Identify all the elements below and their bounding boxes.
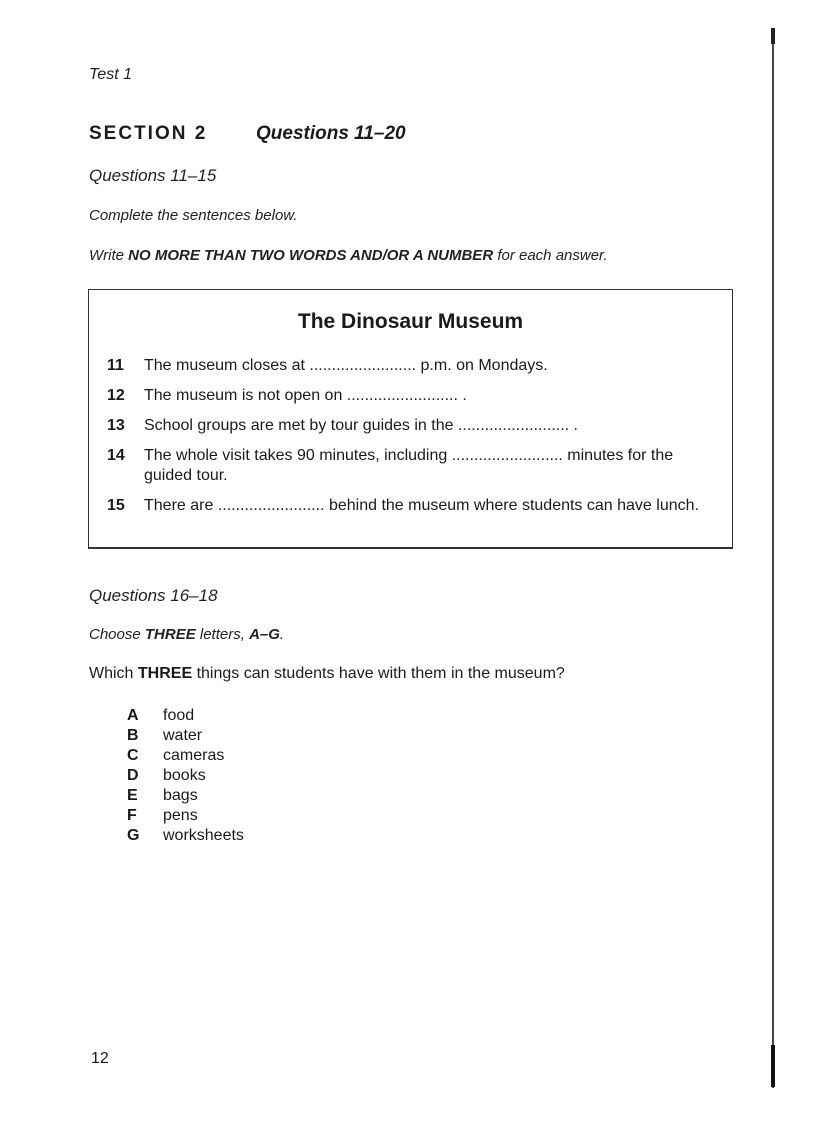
question-number: 15 — [107, 497, 125, 514]
page-edge-mark-top — [771, 28, 775, 44]
word-limit-bold: NO MORE THAN TWO WORDS AND/OR A NUMBER — [128, 247, 494, 264]
sentence-text: There are ........................ behind the museum where students can have lunch. — [144, 497, 699, 514]
page-number: 12 — [91, 1050, 109, 1067]
choose-prefix: Choose — [89, 626, 145, 643]
option-letter: B — [127, 727, 139, 744]
section-questions-range: Questions 11–20 — [256, 123, 406, 144]
choose-bold-range: A–G — [249, 626, 280, 643]
question-prompt — [89, 665, 565, 683]
questions-range-11-15: Questions 11–15 — [89, 166, 217, 185]
section-title: SECTION 2 — [89, 123, 208, 144]
instruction-choose — [89, 626, 284, 643]
page-edge-line — [772, 28, 774, 1088]
option-label: pens — [163, 807, 198, 824]
option-label: books — [163, 767, 206, 784]
word-limit-prefix: Write — [89, 247, 129, 264]
question-number: 12 — [107, 387, 125, 404]
option-letter: C — [127, 747, 139, 764]
sentence-text: The museum closes at ........................ p.m. on Mondays. — [144, 357, 548, 374]
box-title: The Dinosaur Museum — [297, 310, 524, 333]
option-label: food — [163, 707, 195, 724]
choose-mid: letters, — [195, 626, 250, 643]
word-limit-suffix: for each answer. — [493, 247, 608, 264]
page-edge-mark-bottom — [771, 1045, 775, 1087]
questions-range-16-18: Questions 16–18 — [89, 586, 218, 605]
option-letter: G — [127, 827, 140, 844]
question-number: 13 — [107, 417, 125, 434]
instruction-word-limit — [89, 247, 608, 264]
option-letter: F — [127, 807, 137, 824]
test-label: Test 1 — [89, 66, 132, 83]
option-label: worksheets — [163, 827, 244, 844]
option-letter: D — [127, 767, 139, 784]
question-suffix: things can students have with them in the museum? — [192, 665, 565, 682]
sentence-text: The museum is not open on ......................... . — [144, 387, 467, 404]
question-bold: THREE — [137, 665, 193, 682]
option-letter: E — [127, 787, 138, 804]
sentence-completion-box — [88, 289, 733, 549]
option-letter: A — [127, 707, 139, 724]
question-number: 14 — [107, 447, 125, 464]
option-label: bags — [163, 787, 198, 804]
sentence-text: School groups are met by tour guides in the ......................... . — [144, 417, 578, 434]
sentence-text: The whole visit takes 90 minutes, including ......................... minutes for the guided tour. — [144, 447, 674, 484]
section-heading — [89, 123, 406, 145]
option-label: cameras — [163, 747, 225, 764]
choose-suffix: . — [279, 626, 285, 643]
question-prefix: Which — [89, 665, 138, 682]
choose-bold-three: THREE — [144, 626, 196, 643]
option-label: water — [163, 727, 203, 744]
question-number: 11 — [107, 357, 124, 374]
instruction-complete: Complete the sentences below. — [89, 207, 298, 224]
